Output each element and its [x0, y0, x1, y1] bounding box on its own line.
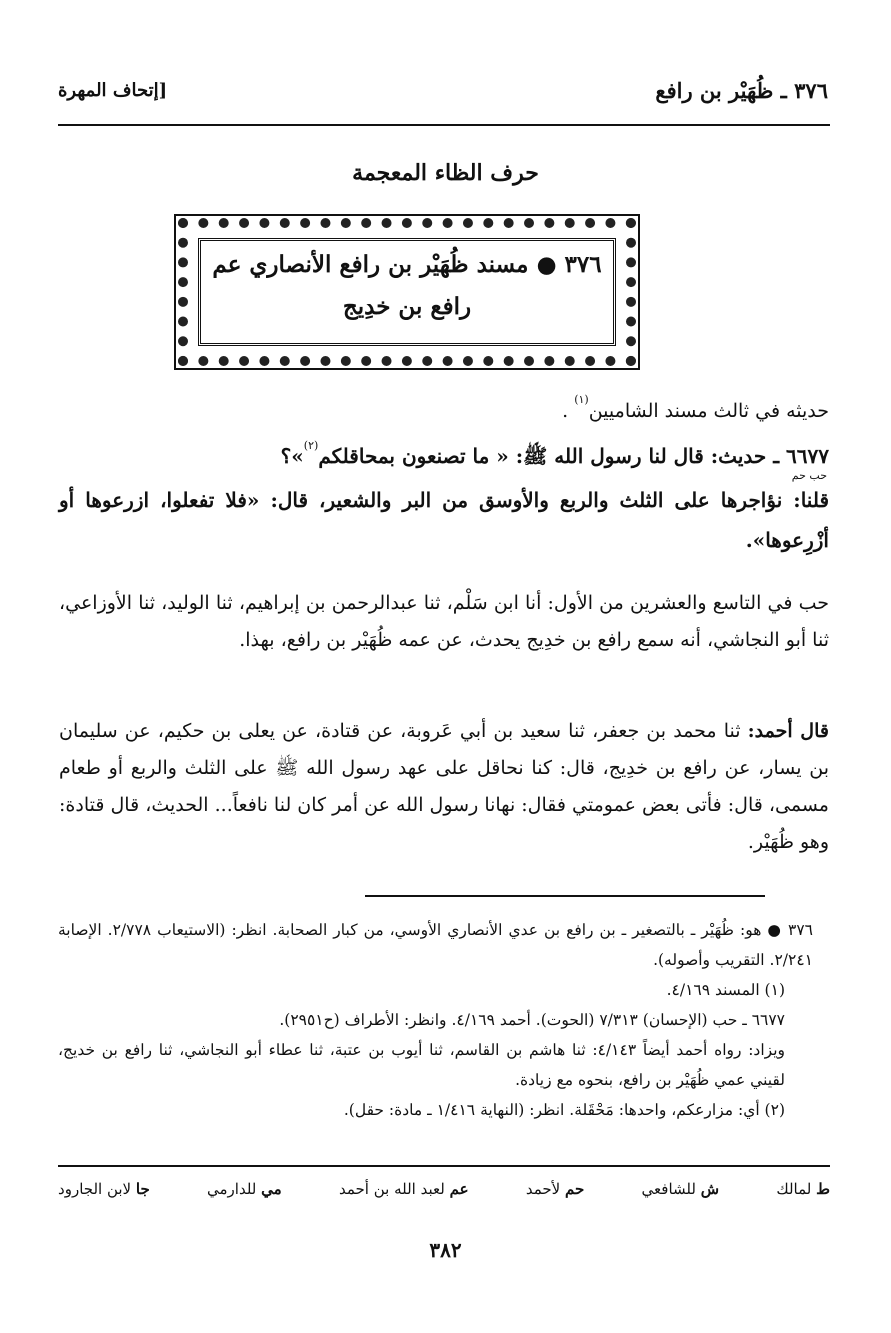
ahmad-label: قال أحمد:: [747, 720, 829, 742]
hadith-paragraph: [59, 436, 829, 560]
footnote-2: (٢) أي: مزارعكم، واحدها: مَحْقَلة. انظر: (النهاية ١/٤١٦ ـ مادة: حقل).: [343, 1101, 785, 1119]
intro-end: .: [562, 400, 569, 422]
page-number: ٣٨٢: [429, 1238, 462, 1262]
footnote-hadith-6677: ٦٦٧٧ ـ حب (الإحسان) ٧/٣١٣ (الحوت). أحمد ٤/١٦٩. وانظر: الأطراف (ح٢٩٥١).: [279, 1011, 785, 1029]
abbreviations-key: [58, 1180, 830, 1198]
footnotes: [58, 915, 813, 1125]
intro-text: حديثه في ثالث مسند الشاميين: [588, 400, 829, 422]
intro-paragraph: [59, 393, 829, 432]
ahmad-paragraph: [59, 713, 829, 861]
running-head: [58, 78, 828, 114]
section-title: حرف الظاء المعجمة: [352, 160, 539, 186]
footnote-separator: [365, 895, 765, 897]
abbr-item: مي للدارمي: [207, 1180, 282, 1198]
ahmad-text: ثنا محمد بن جعفر، ثنا سعيد بن أبي عَروبة، عن قتادة، عن يعلى بن حكيم، عن سليمان بن يسار، عن رافع بن خدِيج، قال: كنا نحاقل على عهد رسول الله ﷺ على الثلث والربع أو طعام مسمى، قال: فأتى بعض عمومتي فقال: نهانا رسول الله عن أمر كان لنا نافعاً... الحديث، قال قتادة: وهو ظُهَيْر.: [59, 720, 829, 853]
running-head-book-title: [إتحاف المهرة: [58, 80, 168, 101]
abbr-item: عم لعبد الله بن أحمد: [338, 1180, 469, 1198]
running-head-entry: ٣٧٦ ـ ظُهَيْر بن رافع: [655, 78, 828, 103]
entry-title-line1: ٣٧٦ ● مسند ظُهَيْر بن رافع الأنصاري عم: [212, 251, 602, 278]
abbr-item: جا لابن الجارود: [58, 1180, 150, 1198]
entry-title-frame: [174, 214, 640, 370]
abbr-item: حم لأحمد: [525, 1180, 585, 1198]
hadith-body: قلنا: نؤاجرها على الثلث والربع والأوسق من البر والشعير، قال: «فلا تفعلوا، ازرعوها أو أزْرِعوها».: [59, 488, 829, 552]
sigla-mark: حب حم: [791, 469, 827, 482]
footnote-1: (١) المسند ٤/١٦٩.: [666, 981, 785, 999]
entry-title-line2: رافع بن خدِيج: [342, 293, 472, 320]
entry-title: [204, 244, 610, 340]
header-rule: [58, 124, 830, 126]
hadith-opening: ٦٦٧٧ ـ حديث: قال لنا رسول الله ﷺ: « ما تصنعون بمحاقلكم: [318, 444, 829, 468]
footnote-ref-1: (١): [574, 393, 589, 406]
abbr-item: ط لمالك: [776, 1180, 830, 1198]
abbr-item: ش للشافعي: [641, 1180, 720, 1198]
footnote-ref-2: (٢): [303, 439, 319, 452]
abbreviations-rule: [58, 1165, 830, 1167]
footnote-addition: ويزاد: رواه أحمد أيضاً ٤/١٤٣: ثنا هاشم بن القاسم، ثنا أيوب بن عتبة، ثنا عطاء أبو النجاشي، ثنا رافع بن خديج، لقيني عمي ظُهَيْر بن رافع، بنحوه مع زيادة.: [58, 1041, 785, 1089]
isnad-paragraph: حب في التاسع والعشرين من الأول: أنا ابن سَلْم، ثنا عبدالرحمن بن إبراهيم، ثنا الوليد، ثنا الأوزاعي، ثنا أبو النجاشي، أنه سمع رافع بن خدِيج يحدث، عن عمه ظُهَيْر بن رافع، بهذا.: [59, 592, 829, 651]
footnote-entry-376: ٣٧٦ ● هو: ظُهَيْر ـ بالتصغير ـ بن رافع بن عدي الأنصاري الأوسي، من كبار الصحابة. انظر: (الاستيعاب ٢/٧٧٨. الإصابة ٢/٢٤١. التقريب وأصوله).: [58, 921, 813, 969]
hadith-opening-end: »؟: [280, 444, 304, 468]
